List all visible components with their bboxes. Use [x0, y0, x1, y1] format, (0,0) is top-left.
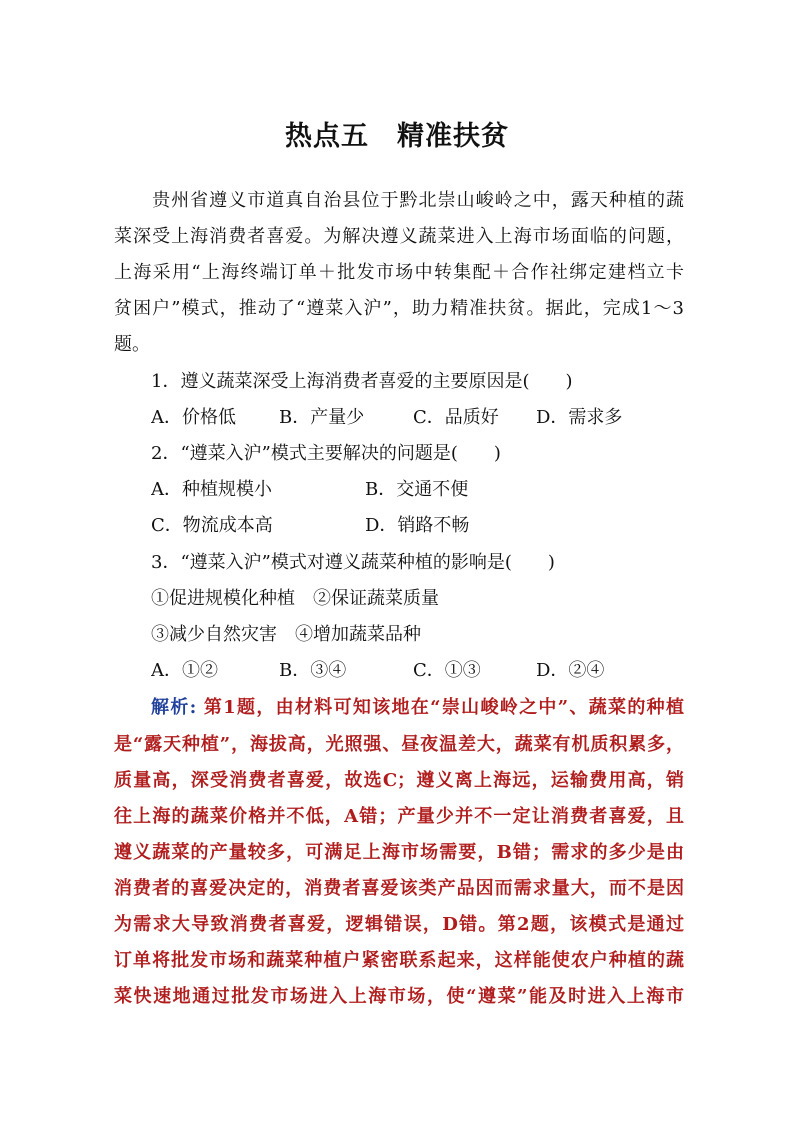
analysis-line: 是“露天种植”，海拔高，光照强、昼夜温差大，蔬菜有机质积累多， [114, 734, 684, 755]
page-title: 热点五 精准扶贫 [285, 121, 509, 152]
analysis-line: 质量高，深受消费者喜爱，故选C；遵义离上海远，运输费用高，销 [114, 770, 684, 791]
analysis-line: 为需求大导致消费者喜爱，逻辑错误，D错。第2题，该模式是通过 [114, 914, 684, 935]
statement-line: ①促进规模化种植 ②保证蔬菜质量 [151, 588, 439, 609]
analysis-line: 消费者的喜爱决定的，消费者喜爱该类产品因而需求量大，而不是因 [114, 878, 684, 899]
analysis-line: 订单将批发市场和蔬菜种植户紧密联系起来，这样能使农户种植的蔬 [114, 950, 684, 971]
option-b: B．产量少 [279, 407, 365, 428]
option-b: B．交通不便 [365, 479, 469, 500]
option-c: C．品质好 [413, 407, 499, 428]
question-stem: 3．“遵菜入沪”模式对遵义蔬菜种植的影响是( ) [151, 552, 555, 573]
option-a: A．①② [151, 660, 218, 681]
intro-line: 贵州省遵义市道真自治县位于黔北崇山峻岭之中，露天种植的蔬 [114, 190, 684, 211]
option-d: D．②④ [536, 660, 605, 681]
analysis-label: 解析: [151, 697, 197, 718]
statement-line: ③减少自然灾害 ④增加蔬菜品种 [151, 624, 421, 645]
intro-line: 上海采用“上海终端订单＋批发市场中转集配＋合作社绑定建档立卡 [114, 262, 684, 283]
analysis-line: 往上海的蔬菜价格并不低，A错；产量少并不一定让消费者喜爱，且 [114, 806, 684, 827]
option-c: C．物流成本高 [151, 515, 273, 536]
analysis-text: 第1题，由材料可知该地在“崇山峻岭之中”、蔬菜的种植 [196, 697, 684, 718]
option-row [151, 400, 691, 436]
option-d: D．需求多 [536, 407, 623, 428]
question-stem: 2．“遵菜入沪”模式主要解决的问题是( ) [151, 443, 501, 464]
option-row [151, 508, 691, 544]
analysis-line: 菜快速地通过批发市场进入上海市场，使“遵菜”能及时进入上海市 [114, 986, 684, 1007]
intro-line: 题。 [114, 334, 150, 355]
option-row [151, 653, 691, 689]
option-c: C．①③ [413, 660, 481, 681]
option-b: B．③④ [279, 660, 347, 681]
question-stem: 1．遵义蔬菜深受上海消费者喜爱的主要原因是( ) [151, 371, 573, 392]
intro-line: 贫困户”模式，推动了“遵菜入沪”，助力精准扶贫。据此，完成1～3 [114, 298, 684, 319]
analysis-line [151, 690, 684, 726]
option-d: D．销路不畅 [365, 515, 470, 536]
intro-line: 菜深受上海消费者喜爱。为解决遵义蔬菜进入上海市场面临的问题， [114, 226, 684, 247]
option-a: A．价格低 [151, 407, 236, 428]
option-a: A．种植规模小 [151, 479, 272, 500]
analysis-line: 遵义蔬菜的产量较多，可满足上海市场需要，B错；需求的多少是由 [114, 842, 684, 863]
option-row [151, 472, 691, 508]
